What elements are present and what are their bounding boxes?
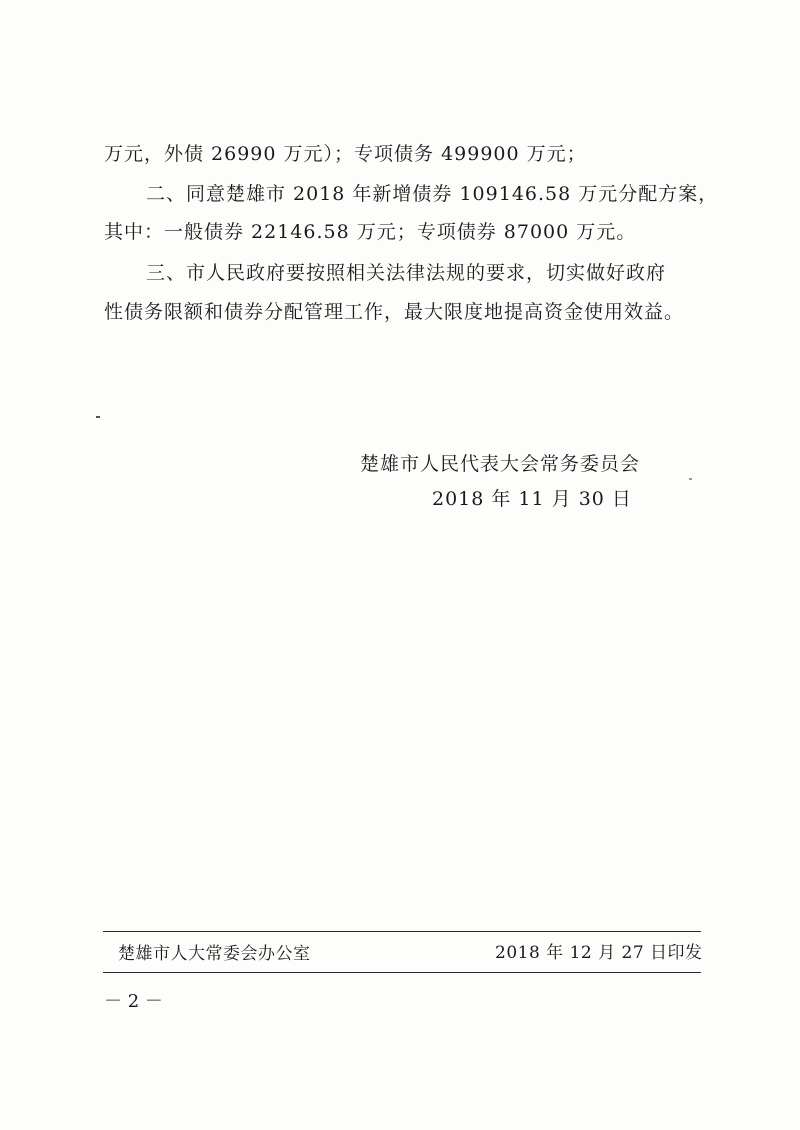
footer-print-date: 2018 年 12 月 27 日印发 (495, 943, 703, 963)
signature-date: 2018 年 11 月 30 日 (432, 488, 632, 510)
footer-rule-bottom (103, 972, 701, 973)
page-number: － 2 － (104, 991, 163, 1012)
signature-organization: 楚雄市人民代表大会常务委员会 (360, 453, 641, 475)
scan-speck (689, 478, 692, 480)
body-line-1: 万元，外债 26990 万元）；专项债务 499900 万元； (104, 143, 587, 165)
body-line-4: 三、市人民政府要按照相关法律法规的要求，切实做好政府 (146, 262, 667, 284)
footer-issuing-office: 楚雄市人大常委会办公室 (118, 944, 311, 964)
scan-speck (96, 416, 100, 418)
body-line-2: 二、同意楚雄市 2018 年新增债券 109146.58 万元分配方案， (146, 183, 719, 205)
footer-rule-top (103, 931, 701, 932)
body-line-5: 性债务限额和债券分配管理工作，最大限度地提高资金使用效益。 (104, 301, 685, 323)
body-line-3: 其中：一般债券 22146.58 万元；专项债券 87000 万元。 (104, 221, 637, 243)
